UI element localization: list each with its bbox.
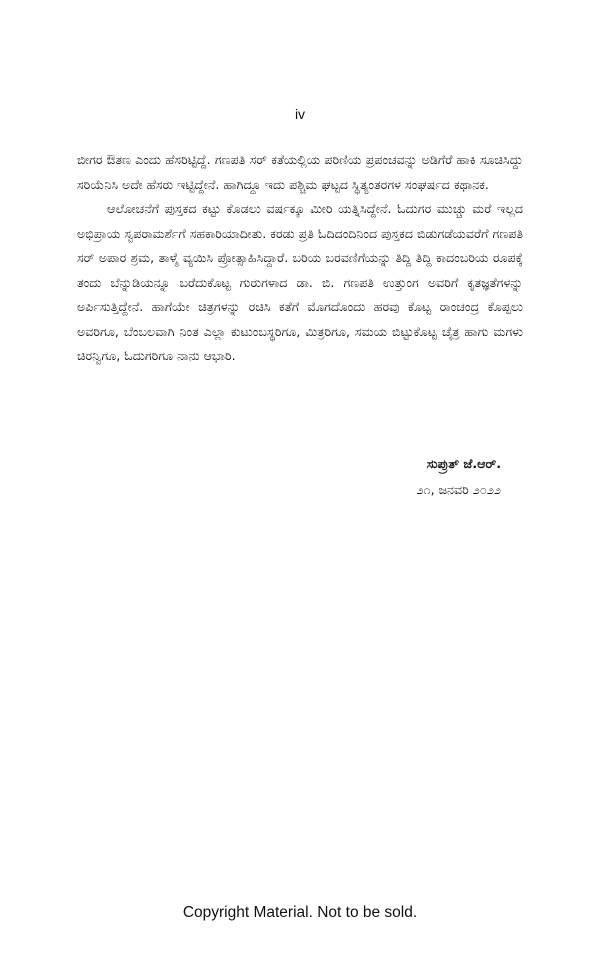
paragraph-1: ಬೀಗರ ಔತಣ ಎಂದು ಹೆಸರಿಟ್ಟಿದ್ದೆ. ಗಣಪತಿ ಸರ್ ಕತೆಯಲ್ಲಿಯ ಪರಿಣಿಯ ಪ್ರಪಂಚವನ್ನು ಅಡಿಗೆರೆ ಹಾಕಿ ಸೂಚಿಸಿದ್ದು ಸರಿಯೆನಿಸಿ ಅದೇ ಹೆಸರು ಇಟ್ಟಿದ್ದೇನೆ. ಹಾಗಿದ್ದೂ ಇದು ಪಶ್ಚಿಮ ಘಟ್ಟದ ಸ್ಥಿತ್ಯಂತರಗಳ ಸಂಘರ್ಷದ ಕಥಾನಕ. (77, 152, 523, 192)
paragraph-2: ಆಲೋಚನೆಗೆ ಪುಸ್ತಕದ ಕಟ್ಟು ಕೊಡಲು ವರ್ಷಕ್ಕೂ ಮೀರಿ ಯತ್ನಿಸಿದ್ದೇನೆ. ಓದುಗರ ಮುಚ್ಚು ಮರೆ ಇಲ್ಲದ ಅಭಿಪ್ರಾಯ ಸ್ವಪರಾಮರ್ಶೆಗೆ ಸಹಕಾರಿಯಾದೀತು. ಕರಡು ಪ್ರತಿ ಓದಿದಂದಿನಿಂದ ಪುಸ್ತಕದ ಬಿಡುಗಡೆಯವರೆಗೆ ಗಣಪತಿ ಸರ್ ಅಪಾರ ಶ್ರಮ, ತಾಳ್ಮೆ ವ್ಯಯಿಸಿ ಪ್ರೋತ್ಸಾಹಿಸಿದ್ದಾರೆ. ಬರಿಯ ಬರವಣಿಗೆಯನ್ನು ತಿದ್ದಿ ತಿದ್ದಿ ಕಾದಂಬರಿಯ ರೂಪಕ್ಕೆ ತಂದು ಬೆನ್ನುಡಿಯನ್ನೂ ಬರೆದುಕೊಟ್ಟ ಗುರುಗಳಾದ ಡಾ. ಬಿ. ಗಣಪತಿ ಉತ್ತುಂಗ ಅವರಿಗೆ ಕೃತಜ್ಞತೆಗಳನ್ನು ಅರ್ಪಿಸುತ್ತಿದ್ದೇನೆ. ಹಾಗೆಯೇ ಚಿತ್ರಗಳನ್ನು ರಚಿಸಿ ಕತೆಗೆ ಮೊಗದೊಂದು ಹರವು ಕೊಟ್ಟ ರಾಂಚಂದ್ರ ಕೊಪ್ಪಲು ಅವರಿಗೂ, ಬೆಂಬಲವಾಗಿ ನಿಂತ ಎಲ್ಲಾ ಕುಟುಂಬಸ್ಥರಿಗೂ, ಮಿತ್ರರಿಗೂ, ಸಮಯ ಬಿಟ್ಟುಕೊಟ್ಟ ಚೈತ್ರ ಹಾಗು ಮಗಳು ಚಿರನ್ವಿಗೂ, ಓದುಗರಿಗೂ ನಾನು ಆಭಾರಿ. (77, 201, 523, 363)
copyright-footer: Copyright Material. Not to be sold. (182, 904, 418, 921)
signature-date: ೨೧, ಜನವರಿ ೨೦೨೨ (416, 482, 501, 497)
page-number: iv (294, 106, 306, 122)
body-text (77, 148, 523, 369)
author-signature: ಸುಪ್ರುತ್ ಜೆ.ಆರ್. (426, 456, 501, 471)
